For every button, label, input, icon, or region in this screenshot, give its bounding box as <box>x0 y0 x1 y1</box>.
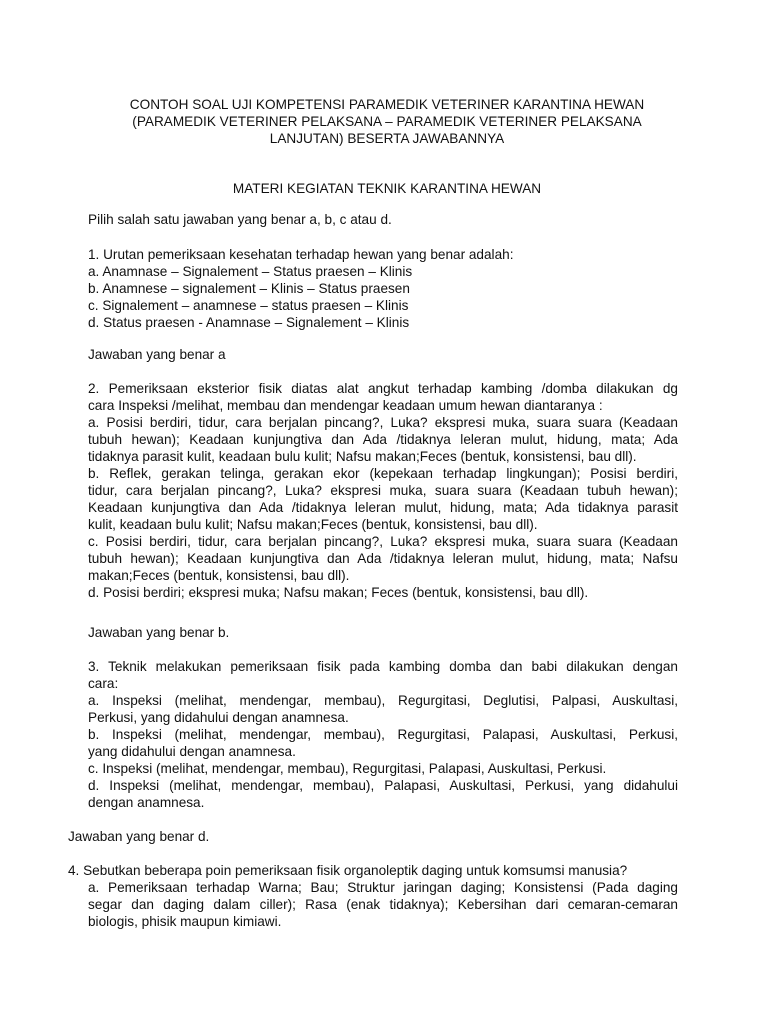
question-2 <box>88 380 678 601</box>
question-3-option-c: c. Inspeksi (melihat, mendengar, membau), Regurgitasi, Palapasi, Auskultasi, Perkusi. <box>88 761 607 776</box>
question-1-text: 1. Urutan pemeriksaan kesehatan terhadap hewan yang benar adalah: <box>88 247 514 262</box>
question-3-line: cara: <box>88 676 119 691</box>
question-4-text: 4. Sebutkan beberapa poin pemeriksaan fisik organoleptik daging untuk komsumsi manusia? <box>68 863 628 878</box>
question-3-line: yang didahului dengan anamnesa. <box>88 744 296 759</box>
question-2-option-d: d. Posisi berdiri; ekspresi muka; Nafsu makan; Feces (bentuk, konsistensi, bau dll). <box>88 585 589 600</box>
question-4-option-a <box>88 879 678 930</box>
question-2-option-b: b. Reflek, gerakan telinga, gerakan ekor (kepekaan terhadap lingkungan); Posisi berdiri, <box>88 466 678 481</box>
question-4-line: a. Pemeriksaan terhadap Warna; Bau; Struktur jaringan daging; Konsistensi (Pada daging <box>88 880 678 895</box>
question-3-line: dengan anamnesa. <box>88 795 205 810</box>
title-line-1: CONTOH SOAL UJI KOMPETENSI PARAMEDIK VETERINER KARANTINA HEWAN <box>129 97 645 112</box>
question-2-line: tubuh hewan); Keadaan kunjungtiva dan Ada /tidaknya leleran mulut, hidung, mata; Nafsu <box>88 551 678 566</box>
question-3-line: 3. Teknik melakukan pemeriksaan fisik pada kambing domba dan babi dilakukan dengan <box>88 659 678 674</box>
question-2-line: 2. Pemeriksaan eksterior fisik diatas alat angkut terhadap kambing /domba dilakukan dg <box>88 381 678 396</box>
question-3-option-b: b. Inspeksi (melihat, mendengar, membau), Regurgitasi, Palapasi, Auskultasi, Perkusi, <box>88 727 678 742</box>
title-line-3: LANJUTAN) BESERTA JAWABANNYA <box>269 131 505 146</box>
question-4-line: biologis, phisik maupun kimiawi. <box>88 914 282 929</box>
question-2-option-c: c. Posisi berdiri, tidur, cara berjalan pincang?, Luka? ekspresi muka, suara suara (Keadaan <box>88 534 678 549</box>
question-3-line: Perkusi, yang didahului dengan anamnesa. <box>88 710 349 725</box>
question-2-answer: Jawaban yang benar b. <box>88 625 230 640</box>
question-3-option-a: a. Inspeksi (melihat, mendengar, membau), Regurgitasi, Deglutisi, Palpasi, Auskultasi, <box>88 693 678 708</box>
section-subtitle: MATERI KEGIATAN TEKNIK KARANTINA HEWAN <box>232 181 542 196</box>
question-2-line: Keadaan kunjungtiva dan Ada /tidaknya leleran mulut, hidung, mata; Ada tidaknya parasit <box>88 500 678 515</box>
question-1 <box>88 246 678 331</box>
question-2-line: cara Inspeksi /melihat, membau dan mendengar keadaan umum hewan diantaranya : <box>88 398 603 413</box>
question-1-option-a: a. Anamnase – Signalement – Status praesen – Klinis <box>88 264 413 279</box>
question-3-answer: Jawaban yang benar d. <box>68 829 210 844</box>
question-2-line: tubuh hewan); Keadaan kunjungtiva dan Ada /tidaknya leleran mulut, hidung, mata; Ada <box>88 432 678 447</box>
question-1-option-c: c. Signalement – anamnese – status praesen – Klinis <box>88 298 409 313</box>
document-title <box>80 96 694 147</box>
question-3 <box>88 658 678 811</box>
question-2-line: tidur, cara berjalan pincang?, Luka? ekspresi muka, suara suara (Keadaan tubuh hewan); <box>88 483 678 498</box>
question-2-line: makan;Feces (bentuk, konsistensi, bau dll). <box>88 568 350 583</box>
question-1-option-d: d. Status praesen - Anamnase – Signalement – Klinis <box>88 315 410 330</box>
question-3-option-d: d. Inspeksi (melihat, mendengar, membau), Palapasi, Auskultasi, Perkusi, yang didahului <box>88 778 678 793</box>
question-1-option-b: b. Anamnese – signalement – Klinis – Status praesen <box>88 281 410 296</box>
question-2-option-a: a. Posisi berdiri, tidur, cara berjalan pincang?, Luka? ekspresi muka, suara suara (Keadaan <box>88 415 678 430</box>
question-4-line: segar dan daging dalam ciller); Rasa (enak tidaknya); Kebersihan dari cemaran-cemaran <box>88 897 678 912</box>
question-2-line: tidaknya parasit kulit, keadaan bulu kulit; Nafsu makan;Feces (bentuk, konsistensi, bau dll). <box>88 449 637 464</box>
question-1-answer: Jawaban yang benar a <box>88 347 226 362</box>
question-2-line: kulit, keadaan bulu kulit; Nafsu makan;Feces (bentuk, konsistensi, bau dll). <box>88 517 538 532</box>
title-line-2: (PARAMEDIK VETERINER PELAKSANA – PARAMEDIK VETERINER PELAKSANA <box>132 114 642 129</box>
instruction-text: Pilih salah satu jawaban yang benar a, b, c atau d. <box>88 212 392 227</box>
